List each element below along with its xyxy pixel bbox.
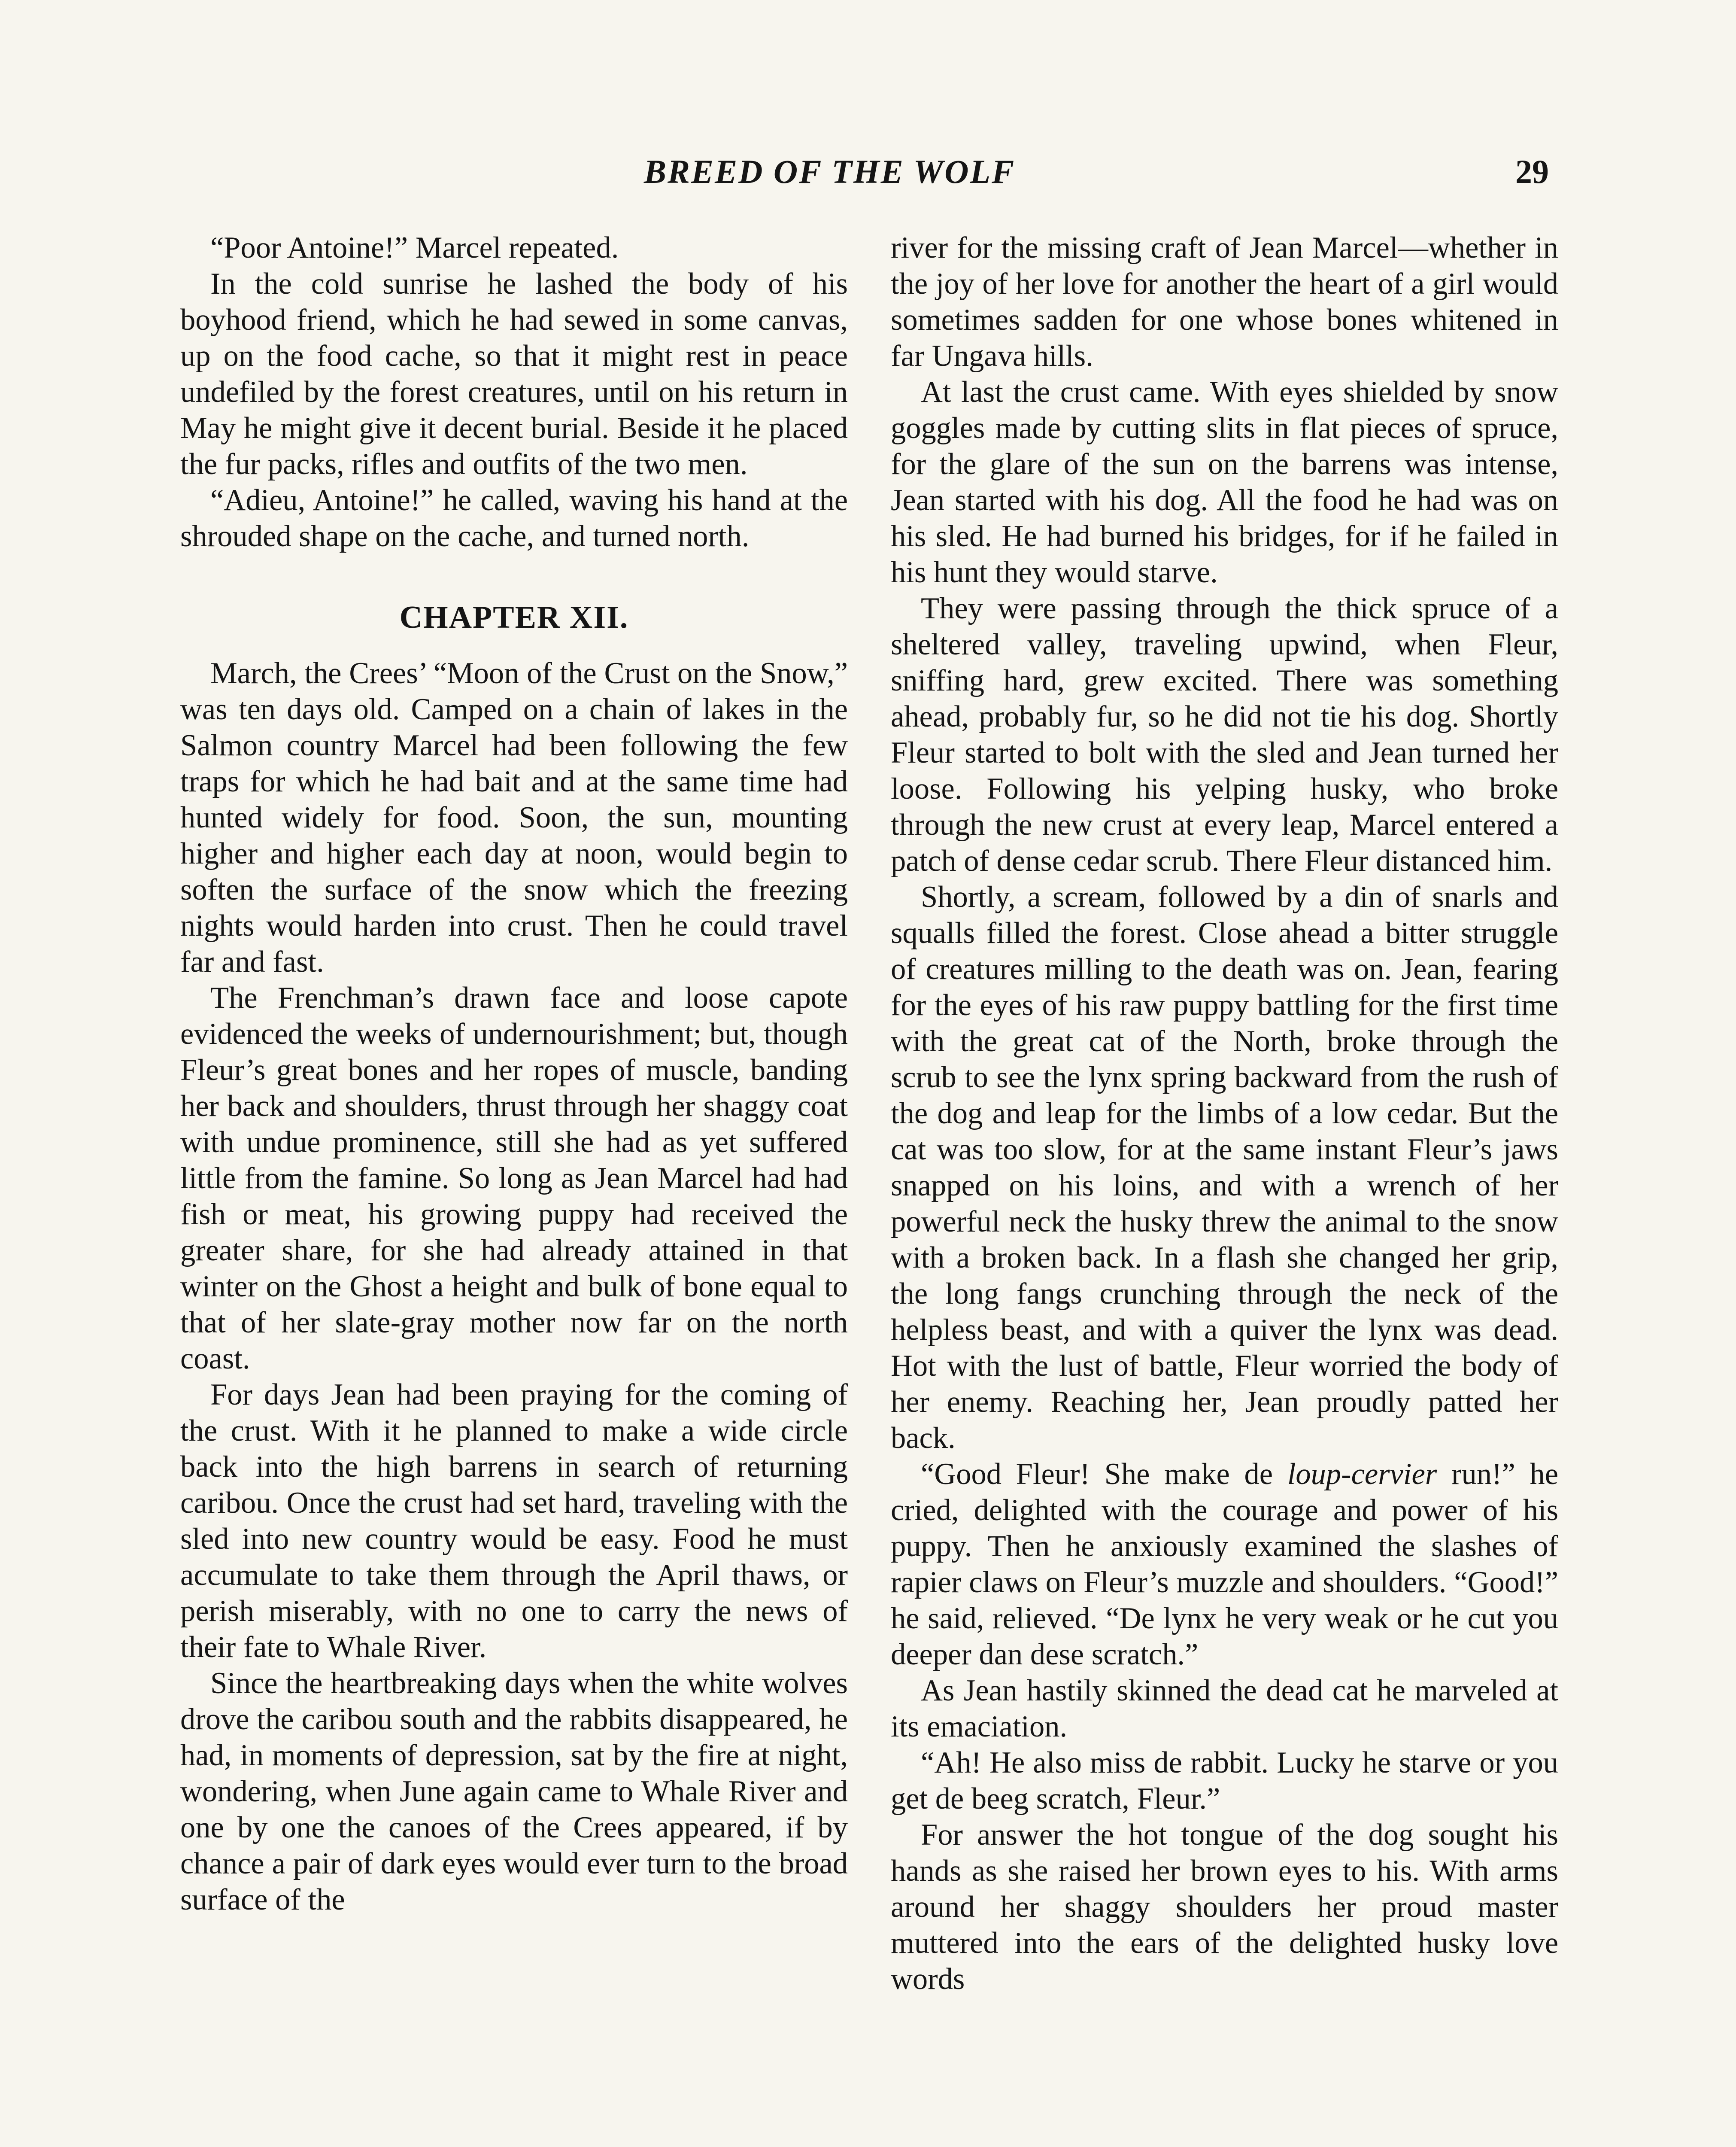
chapter-heading: CHAPTER XII. xyxy=(399,600,629,635)
left-column xyxy=(180,230,848,1918)
paragraph: They were passing through the thick spruce of a sheltered valley, traveling upwind, when Fleur, sniffing hard, grew excited. There was something ahead, probably fur, so he did not tie his dog. Shortly Fleur started to bolt with the sled and Jean turned her loose. Following his yelping husky, who broke through the new crust at every leap, Marcel entered a patch of dense cedar scrub. There Fleur distanced him. xyxy=(891,592,1558,878)
paragraph: At last the crust came. With eyes shielded by snow goggles made by cutting slits in flat pieces of spruce, for the glare of the sun on the barrens was intense, Jean started with his dog. All the food he had was on his sled. He had burned his bridges, for if he failed in his hunt they would starve. xyxy=(891,375,1558,589)
right-column xyxy=(891,230,1558,1997)
paragraph: “Poor Antoine!” Marcel repeated. xyxy=(210,231,619,265)
page-header xyxy=(0,152,1736,200)
paragraph-text: run!” he cried, delighted with the courage and power of his puppy. Then he anxiously examined the slashes of rapier claws on Fleur’s muzzle and shoulders. “Good!” he said, relieved. “De lynx he very weak or he cut you deeper dan dese scratch.” xyxy=(891,1457,1558,1671)
paragraph: The Frenchman’s drawn face and loose capote evidenced the weeks of undernourishment; but, though Fleur’s great bones and her ropes of muscle, banding her back and shoulders, thrust through her shaggy coat with undue prominence, still she had as yet suffered little from the famine. So long as Jean Marcel had had fish or meat, his growing puppy had received the greater share, for she had already attained in that winter on the Ghost a height and bulk of bone equal to that of her slate-gray mother now far on the north coast. xyxy=(180,981,848,1375)
paragraph: For answer the hot tongue of the dog sought his hands as she raised her brown eyes to his. With arms around her shaggy shoulders her proud master muttered into the ears of the delighted husky love words xyxy=(891,1818,1558,1996)
paragraph: “Ah! He also miss de rabbit. Lucky he starve or you get de beeg scratch, Fleur.” xyxy=(891,1746,1558,1816)
paragraph: In the cold sunrise he lashed the body of his boyhood friend, which he had sewed in some canvas, up on the food cache, so that it might rest in peace undefiled by the forest creatures, until on his return in May he might give it decent burial. Beside it he placed the fur packs, rifles and outfits of the two men. xyxy=(180,267,848,481)
paragraph-continued: river for the missing craft of Jean Marcel—whether in the joy of her love for another the heart of a girl would sometimes sadden for one whose bones whitened in far Ungava hills. xyxy=(891,231,1558,373)
paragraph xyxy=(891,1456,1558,1673)
paragraph: For days Jean had been praying for the coming of the crust. With it he planned to make a wide circle back into the high barrens in search of returning caribou. Once the crust had set hard, traveling with the sled into new country would be easy. Food he must accumulate to take them through the April thaws, or perish miserably, with no one to carry the news of their fate to Whale River. xyxy=(180,1378,848,1664)
paragraph: Since the heartbreaking days when the white wolves drove the caribou south and the rabbits disappeared, he had, in moments of depression, sat by the fire at night, wondering, when June again came to Whale River and one by one the canoes of the Crees appeared, if by chance a pair of dark eyes would ever turn to the broad surface of the xyxy=(180,1667,848,1916)
paragraph: “Adieu, Antoine!” he called, waving his hand at the shrouded shape on the cache, and turned north. xyxy=(180,484,848,553)
paragraph: Shortly, a scream, followed by a din of snarls and squalls filled the forest. Close ahead a bitter struggle of creatures milling to the death was on. Jean, fearing for the eyes of his raw puppy battling for the first time with the great cat of the North, broke through the scrub to see the lynx spring backward from the rush of the dog and leap for the limbs of a low cedar. But the cat was too slow, for at the same instant Fleur’s jaws snapped on his loins, and with a wrench of her powerful neck the husky threw the animal to the snow with a broken back. In a flash she changed her grip, the long fangs crunching through the neck of the helpless beast, and with a quiver the lynx was dead. Hot with the lust of battle, Fleur worried the body of her enemy. Reaching her, Jean proudly patted her back. xyxy=(891,880,1558,1455)
paragraph: March, the Crees’ “Moon of the Crust on the Snow,” was ten days old. Camped on a chain of lakes in the Salmon country Marcel had been following the few traps for which he had bait and at the same time had hunted widely for food. Soon, the sun, mounting higher and higher each day at noon, would begin to soften the surface of the snow which the freezing nights would harden into crust. Then he could travel far and fast. xyxy=(180,657,848,979)
italic-term: loup-cervier xyxy=(1287,1457,1437,1491)
running-title: BREED OF THE WOLF xyxy=(644,153,1016,190)
page-number: 29 xyxy=(1515,153,1549,190)
paragraph: As Jean hastily skinned the dead cat he marveled at its emaciation. xyxy=(891,1674,1558,1743)
paragraph-text: “Good Fleur! She make de xyxy=(921,1457,1287,1491)
